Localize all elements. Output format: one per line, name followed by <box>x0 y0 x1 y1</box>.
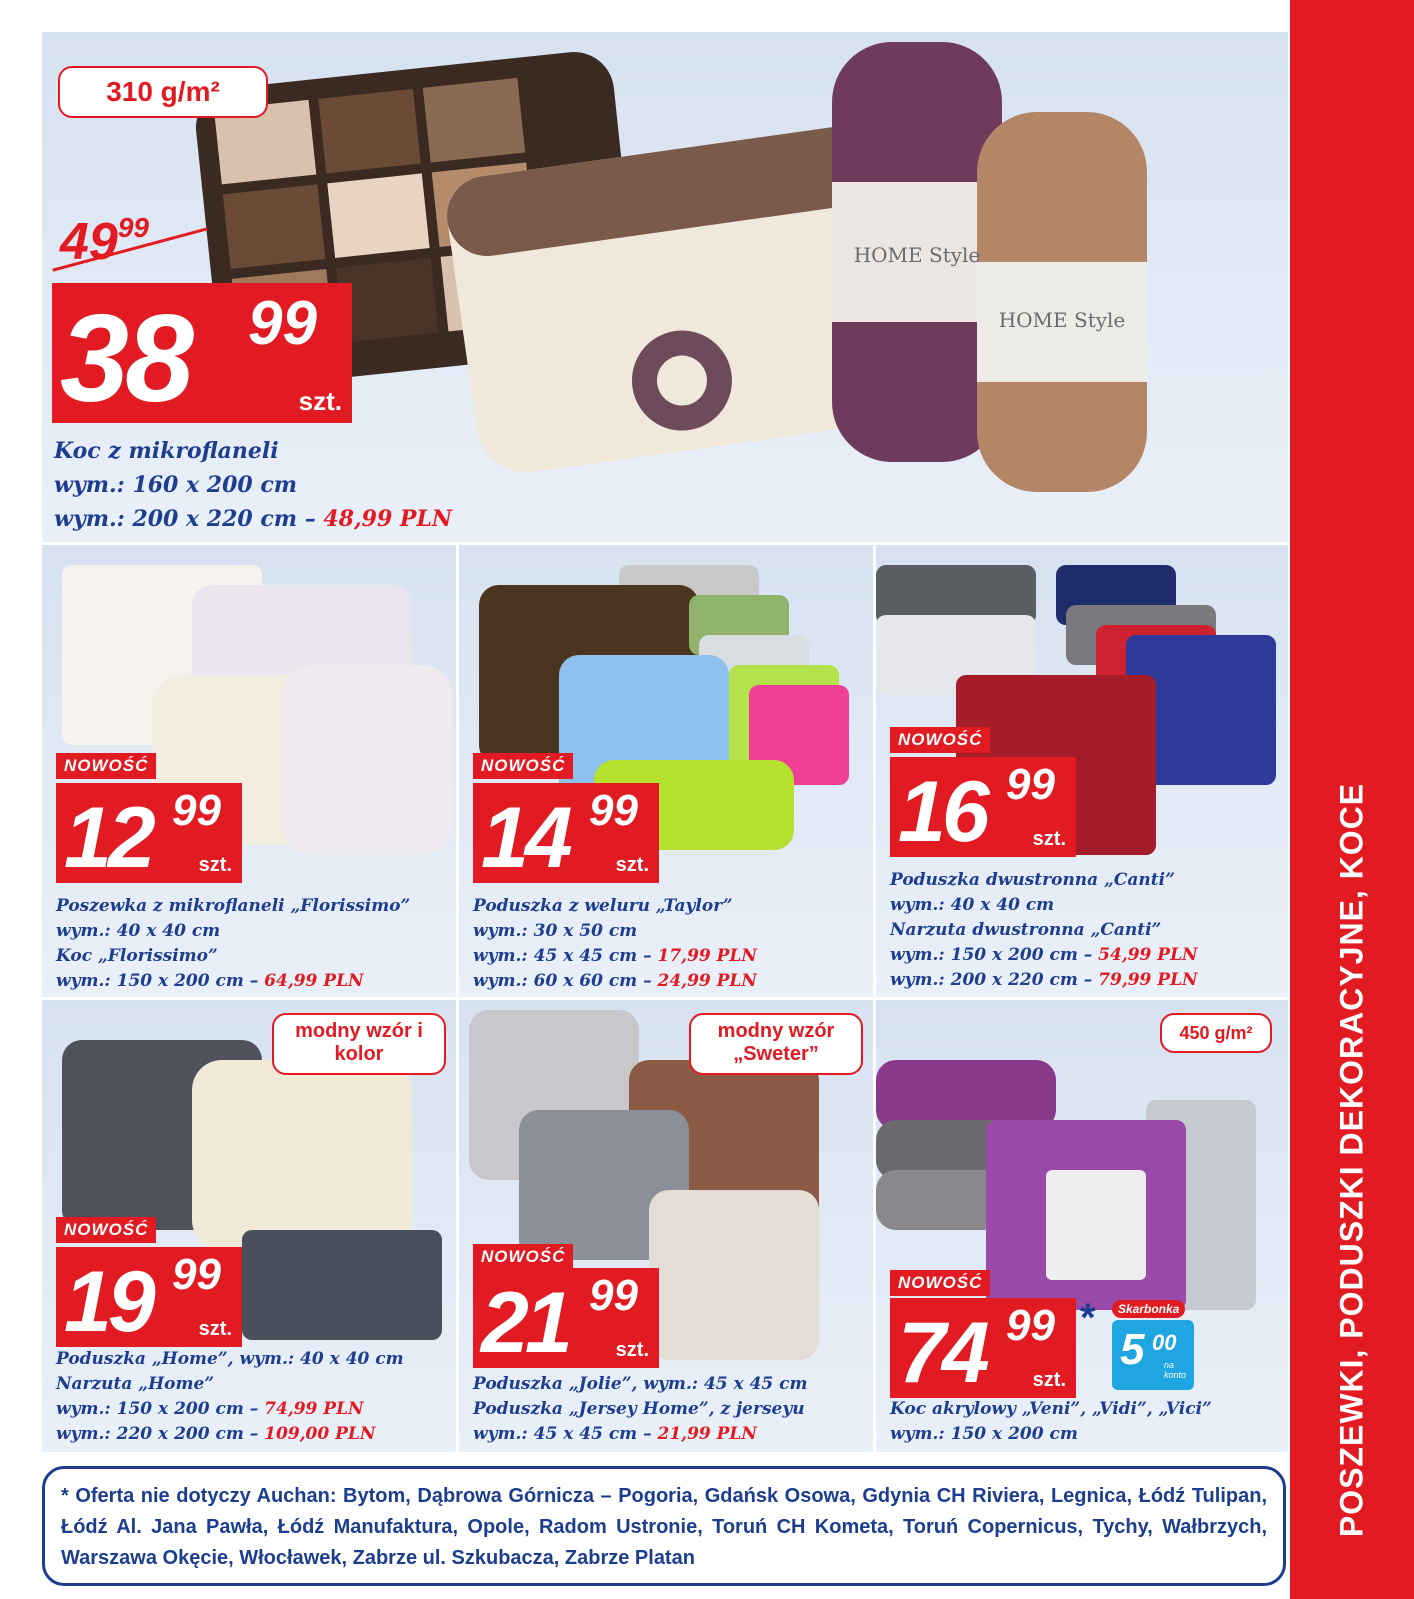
desc-line: Poszewka z mikroflaneli „Florissimo” <box>56 896 411 916</box>
price-tag: 74 99 szt. <box>890 1298 1076 1398</box>
skarbonka-badge <box>1112 1300 1208 1400</box>
desc-line: Narzuta „Home” <box>56 1374 215 1394</box>
desc-line: Poduszka z weluru „Taylor” <box>473 896 733 916</box>
fashion-badge: modny wzór i kolor <box>272 1013 446 1075</box>
desc-line: wym.: 60 x 60 cm – 24,99 PLN <box>473 971 757 991</box>
desc-line: wym.: 220 x 200 cm – 109,00 PLN <box>56 1424 376 1444</box>
hero-description <box>54 434 452 536</box>
weight-badge: 450 g/m² <box>1160 1013 1272 1053</box>
weight-badge: 310 g/m² <box>58 66 268 118</box>
skarbonka-label: Skarbonka <box>1112 1300 1185 1318</box>
home-style-label-2: HOME Style <box>998 308 1126 332</box>
desc-line: wym.: 150 x 200 cm <box>890 1424 1078 1444</box>
desc-line: wym.: 45 x 45 cm – 17,99 PLN <box>473 946 757 966</box>
desc-line: Poduszka dwustronna „Canti” <box>890 870 1175 890</box>
product-description <box>56 894 410 994</box>
fashion-badge: modny wzór „Sweter” <box>689 1013 863 1075</box>
desc-line: wym.: 40 x 40 cm <box>890 895 1055 915</box>
skarbonka-value: 5 00 na konto <box>1112 1320 1194 1390</box>
desc-line: Narzuta dwustronna „Canti” <box>890 920 1162 940</box>
desc-line: wym.: 200 x 220 cm – 48,99 PLN <box>54 506 453 532</box>
desc-line: wym.: 150 x 200 cm – 64,99 PLN <box>56 971 364 991</box>
new-badge: NOWOŚĆ <box>56 1217 156 1243</box>
product-description <box>890 1397 1212 1447</box>
price-tag: 19 99 szt. <box>56 1247 242 1347</box>
desc-line: Poduszka „Jersey Home”, z jerseyu <box>473 1399 805 1419</box>
footer-disclaimer: * Oferta nie dotyczy Auchan: Bytom, Dąbrowa Górnicza – Pogoria, Gdańsk Osowa, Gdynia CH Riviera, Legnica, Łódź Tulipan, Łódź Al. Jana Pawła, Łódź Manufaktura, Opole, Radom Ustronie, Toruń CH Kometa, Toruń Copernicus, Tychy, Wałbrzych, Warszawa Okęcie, Włocławek, Zabrze ul. Szkubacza, Zabrze Platan <box>42 1466 1286 1586</box>
price-tag: 21 99 szt. <box>473 1268 659 1368</box>
desc-line: wym.: 150 x 200 cm – 74,99 PLN <box>56 1399 364 1419</box>
new-badge: NOWOŚĆ <box>473 753 573 779</box>
desc-line: wym.: 45 x 45 cm – 21,99 PLN <box>473 1424 757 1444</box>
desc-line: wym.: 160 x 200 cm <box>54 472 298 498</box>
desc-line: Koc „Florissimo” <box>56 946 218 966</box>
old-price: $49^{99}$ <box>60 212 149 271</box>
category-title: POSZEWKI, PODUSZKI DEKORACYJNE, KOCE <box>1333 782 1370 1538</box>
desc-line: wym.: 40 x 40 cm <box>56 921 221 941</box>
product-description <box>56 1347 404 1447</box>
desc-line: Koc z mikroflaneli <box>54 438 279 464</box>
new-badge: NOWOŚĆ <box>473 1244 573 1270</box>
asterisk-mark: * <box>1080 1296 1096 1340</box>
price-tag: 38 99 szt. <box>52 283 352 423</box>
desc-line: wym.: 200 x 220 cm – 79,99 PLN <box>890 970 1198 990</box>
price-tag: 12 99 szt. <box>56 783 242 883</box>
desc-line: Poduszka „Home”, wym.: 40 x 40 cm <box>56 1349 404 1369</box>
desc-line: Poduszka „Jolie”, wym.: 45 x 45 cm <box>473 1374 808 1394</box>
new-badge: NOWOŚĆ <box>890 727 990 753</box>
product-description <box>890 868 1198 993</box>
product-description <box>473 1372 808 1447</box>
desc-line: wym.: 30 x 50 cm <box>473 921 638 941</box>
price-tag: 14 99 szt. <box>473 783 659 883</box>
home-style-label: HOME Style <box>853 243 981 267</box>
desc-line: Koc akrylowy „Veni”, „Vidi”, „Vici” <box>890 1399 1212 1419</box>
new-badge: NOWOŚĆ <box>890 1270 990 1296</box>
price-tag: 16 99 szt. <box>890 757 1076 857</box>
product-description <box>473 894 757 994</box>
desc-line: wym.: 150 x 200 cm – 54,99 PLN <box>890 945 1198 965</box>
new-badge: NOWOŚĆ <box>56 753 156 779</box>
